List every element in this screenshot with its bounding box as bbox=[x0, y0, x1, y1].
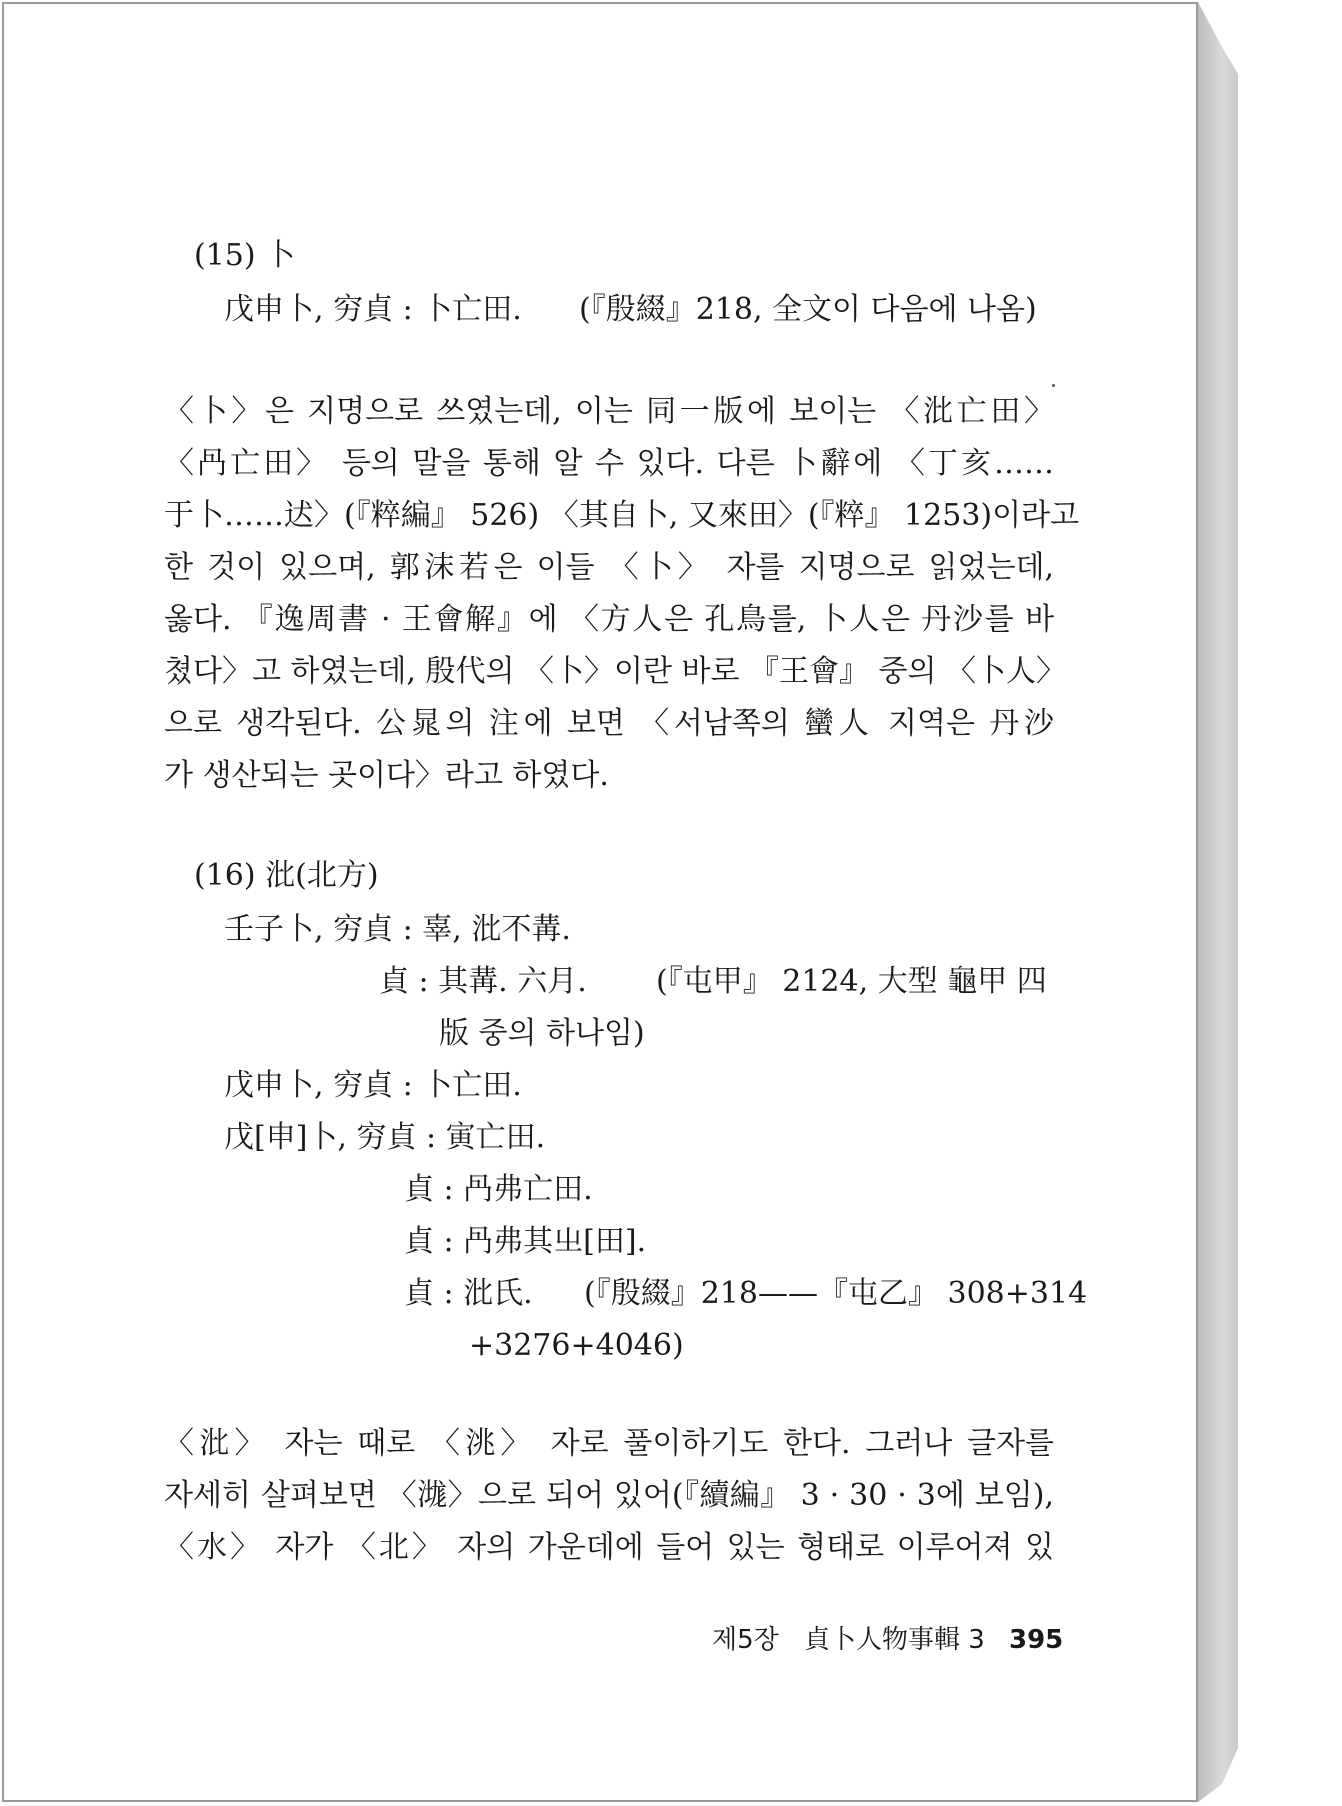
section-16-line: 戊[申]卜, 穷貞 : 寅亡田. bbox=[224, 1120, 546, 1155]
paragraph-1-line: 쳤다〉고 하였는데, 殷代의 〈卜〉이란 바로 『王會』 중의 〈卜人〉 bbox=[164, 654, 1067, 689]
section-15-heading: (15) 卜 bbox=[194, 238, 296, 273]
section-16-line: 貞 : 冎弗亡田. bbox=[404, 1172, 593, 1207]
paragraph-1-line: 〈卜〉은 지명으로 쓰였는데, 이는 同一版에 보이는 〈沘亡田〉 bbox=[164, 394, 1054, 429]
section-16-line: 貞 : 其冓. 六月. bbox=[379, 964, 587, 999]
stray-mark bbox=[1052, 384, 1055, 387]
paragraph-2-line: 〈沘〉 자는 때로 〈洮〉 자로 풀이하기도 한다. 그러나 글자를 bbox=[164, 1426, 1054, 1461]
section-16-line: 壬子卜, 穷貞 : 辜, 沘不冓. bbox=[224, 912, 571, 947]
paragraph-1-line: 于卜……迖〉(『粹編』 526) 〈其自卜, 又來田〉(『粹』 1253)이라고 bbox=[164, 498, 1080, 533]
section-15-example: 戊申卜, 穷貞 : 卜亡田. bbox=[224, 292, 522, 327]
page-stack-edge bbox=[1198, 2, 1238, 1802]
paragraph-1-line: 으로 생각된다. 公晁의 注에 보면 〈서남쪽의 蠻人 지역은 丹沙 bbox=[164, 706, 1054, 741]
paragraph-2-line: 자세히 살펴보면 〈㴳〉으로 되어 있어(『續編』 3 · 30 · 3에 보임), bbox=[164, 1478, 1054, 1513]
section-16-line: +3276+4046) bbox=[469, 1328, 684, 1363]
section-16-heading: (16) 沘(北方) bbox=[194, 858, 379, 893]
paragraph-1-line: 한 것이 있으며, 郭沫若은 이들 〈卜〉 자를 지명으로 읽었는데, bbox=[164, 550, 1054, 585]
section-16-citation: (『殷綴』218——『屯乙』 308+314 bbox=[584, 1276, 1088, 1311]
paragraph-1-line: 옳다. 『逸周書 · 王會解』에 〈方人은 孔鳥를, 卜人은 丹沙를 바 bbox=[164, 602, 1054, 637]
footer-chapter: 제5장 bbox=[712, 1625, 779, 1655]
section-16-citation: (『屯甲』 2124, 大型 龜甲 四 bbox=[656, 964, 1047, 999]
section-16-line: 版 중의 하나임) bbox=[439, 1016, 645, 1051]
section-16-line: 貞 : 冎弗其㞢[田]. bbox=[404, 1224, 647, 1259]
book-page bbox=[2, 2, 1198, 1802]
paragraph-2-line: 〈水〉 자가 〈北〉 자의 가운데에 들어 있는 형태로 이루어져 있 bbox=[164, 1530, 1054, 1565]
section-16-line: 戊申卜, 穷貞 : 卜亡田. bbox=[224, 1068, 522, 1103]
paragraph-1-line: 〈冎亡田〉 등의 말을 통해 알 수 있다. 다른 卜辭에 〈丁亥…… bbox=[164, 446, 1054, 481]
paragraph-1-line: 가 생산되는 곳이다〉라고 하였다. bbox=[164, 758, 609, 793]
section-16-line: 貞 : 沘氏. bbox=[404, 1276, 533, 1311]
section-15-citation: (『殷綴』218, 全文이 다음에 나옴) bbox=[579, 292, 1037, 327]
footer-title: 貞卜人物事輯 3 bbox=[804, 1625, 985, 1655]
page-number: 395 bbox=[1009, 1625, 1064, 1655]
